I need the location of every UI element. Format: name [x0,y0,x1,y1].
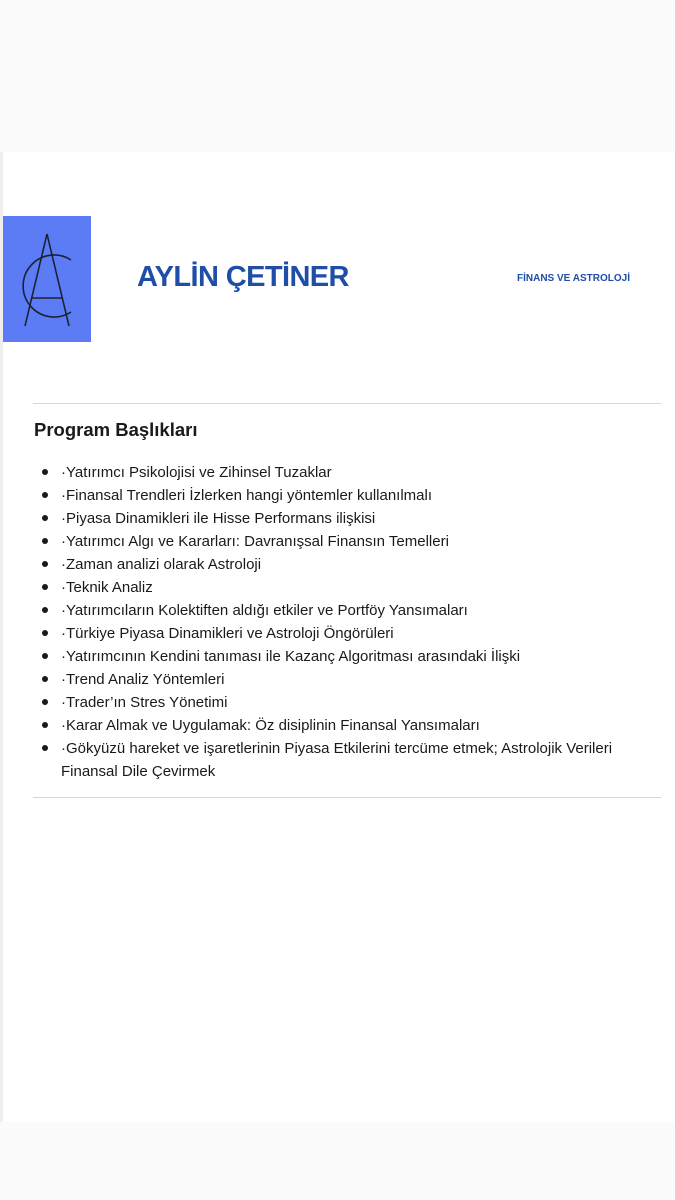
list-item: ·Zaman analizi olarak Astroloji [42,553,672,576]
divider-top [33,403,661,404]
bullet-icon [42,492,48,498]
program-topic-list [42,461,672,783]
bullet-icon [42,699,48,705]
section-title: Program Başlıkları [34,419,198,440]
bullet-icon [42,584,48,590]
list-item: ·Yatırımcının Kendini tanıması ile Kazanç Algoritması arasındaki İlişki [42,645,672,668]
bullet-icon [42,561,48,567]
bullet-icon [42,515,48,521]
list-item: ·Gökyüzü hareket ve işaretlerinin Piyasa Etkilerini tercüme etmek; Astrolojik Verileri Finansal Dile Çevirmek [42,737,672,783]
bullet-icon [42,607,48,613]
bullet-icon [42,538,48,544]
bullet-icon [42,469,48,475]
list-item: ·Finansal Trendleri İzlerken hangi yöntemler kullanılmalı [42,484,672,507]
bottom-margin [0,1122,675,1200]
bullet-icon [42,653,48,659]
bullet-icon [42,676,48,682]
list-item: ·Karar Almak ve Uygulamak: Öz disiplinin Finansal Yansımaları [42,714,672,737]
bullet-icon [42,630,48,636]
bullet-icon [42,745,48,751]
brand-tagline: FİNANS VE ASTROLOJİ [517,273,630,284]
logo [3,216,91,342]
divider-bottom [33,797,661,798]
top-margin [0,0,675,152]
list-item: ·Teknik Analiz [42,576,672,599]
list-item: ·Trader’ın Stres Yönetimi [42,691,672,714]
list-item: ·Piyasa Dinamikleri ile Hisse Performans ilişkisi [42,507,672,530]
list-item: ·Trend Analiz Yöntemleri [42,668,672,691]
list-item: ·Türkiye Piyasa Dinamikleri ve Astroloji Öngörüleri [42,622,672,645]
list-item: ·Yatırımcı Psikolojisi ve Zihinsel Tuzaklar [42,461,672,484]
bullet-icon [42,722,48,728]
ac-monogram-logo-icon [3,216,91,342]
list-item: ·Yatırımcı Algı ve Kararları: Davranışsal Finansın Temelleri [42,530,672,553]
list-item: ·Yatırımcıların Kolektiften aldığı etkiler ve Portföy Yansımaları [42,599,672,622]
brand-name: AYLİN ÇETİNER [137,261,349,293]
